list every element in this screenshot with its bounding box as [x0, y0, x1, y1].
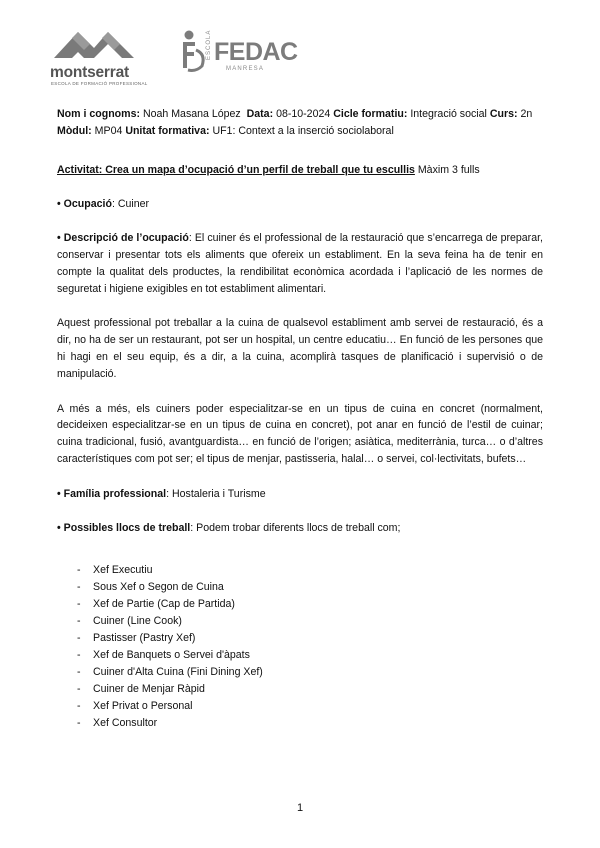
- name-label: Nom i cognoms:: [57, 108, 140, 120]
- name-value: Noah Masana López: [142, 108, 241, 120]
- family-value: : Hostaleria i Turisme: [166, 487, 266, 500]
- workplaces-list: [57, 562, 543, 731]
- list-item: - Cuiner de Menjar Ràpid: [77, 682, 205, 695]
- unit-label: Unitat formativa:: [125, 124, 210, 137]
- module-label: Mòdul:: [57, 124, 92, 137]
- family-label: • Família professional: [57, 487, 167, 500]
- occupation-line: [57, 196, 543, 213]
- list-item: - Pastisser (Pastry Xef): [77, 631, 196, 644]
- family-line: [57, 486, 543, 503]
- montserrat-logo-tagline: ESCOLA DE FORMACIÓ PROFESSIONAL: [51, 81, 148, 86]
- montserrat-mountain-icon: [50, 24, 150, 64]
- course-label: Curs:: [489, 108, 518, 120]
- course-value: 2n: [520, 108, 533, 120]
- page-number: 1: [296, 802, 304, 814]
- unit-value: UF1: Context a la inserció sociolaboral: [212, 124, 394, 137]
- date-value: 08-10-2024: [276, 108, 331, 120]
- activity-title: Activitat: Crea un mapa d’ocupació d’un perfil de treball que tu escullis: [57, 163, 415, 176]
- workplaces-label: • Possibles llocs de treball: [57, 521, 191, 534]
- fedac-escola-label: ESCOLA: [206, 29, 212, 60]
- list-item: - Xef Privat o Personal: [77, 699, 193, 712]
- date-label: Data:: [246, 108, 274, 120]
- module-info-line: [57, 123, 543, 140]
- workplaces-intro: : Podem trobar diferents llocs de treball com;: [190, 521, 401, 534]
- description-paragraph-2: Aquest professional pot treballar a la cuina de qualsevol establiment amb servei de restauració, és a dir, no ha de ser un restaurant, pot ser un hospital, un centre educatiu… En funció de les persones que hi hagi en el seu equip, és a dir, a la cuina, acomplirà tasques de planificació i supervisió o de manipulació.: [57, 317, 543, 380]
- description-paragraph-1: [57, 230, 543, 297]
- list-item: - Xef Executiu: [77, 564, 153, 577]
- workplaces-line: [57, 520, 543, 537]
- module-value: MP04: [94, 124, 123, 137]
- list-item: - Cuiner d'Alta Cuina (Fini Dining Xef): [77, 665, 263, 678]
- list-item: - Cuiner (Line Cook): [77, 615, 182, 628]
- montserrat-logo-name: montserrat: [50, 64, 129, 81]
- fedac-figure-icon: [178, 28, 208, 76]
- cycle-label: Cicle formatiu:: [333, 108, 408, 120]
- fedac-logo-name: FEDAC: [214, 38, 298, 66]
- student-info-line: [57, 106, 543, 123]
- description-paragraph-3: A més a més, els cuiners poder especialitzar-se en un tipus de cuina en concret (normalment, decideixen especialitzar-se en un tipus de cuina en concret), pot anar en funció de l’estil de cuinar; cuina tradicional, fusió, avantguardista… en funció de l’origen; asiàtica, mediterrània, turca… o d’altres característiques com pot ser; el tipus de menjar, pastisseria, halal… o servei, col·lectivitats, bufets…: [57, 402, 543, 465]
- list-item: - Xef de Banquets o Servei d'àpats: [77, 648, 250, 661]
- document-body: [57, 106, 543, 731]
- activity-note: Màxim 3 fulls: [417, 163, 480, 176]
- list-item: - Xef Consultor: [77, 716, 158, 729]
- occupation-value: : Cuiner: [111, 198, 150, 211]
- description-text-1: : El cuiner és el professional de la restauració que s’encarrega de preparar, conservar i presentar tots els aliments que ofereix un establiment. En la seva feina ha de tenir en compte la qualitat dels productes, la rendibilitat econòmica acordada i l’aplicació de les normes de seguretat i higiene exigibles en tot establiment alimentari.: [57, 232, 543, 295]
- occupation-label: • Ocupació: [57, 198, 112, 211]
- list-item: - Xef de Partie (Cap de Partida): [77, 598, 235, 611]
- activity-title-line: [57, 162, 543, 179]
- list-item: - Sous Xef o Segon de Cuina: [77, 581, 224, 594]
- description-label: • Descripció de l’ocupació: [57, 232, 189, 245]
- cycle-value: Integració social: [410, 108, 487, 120]
- fedac-city-label: MANRESA: [226, 66, 265, 72]
